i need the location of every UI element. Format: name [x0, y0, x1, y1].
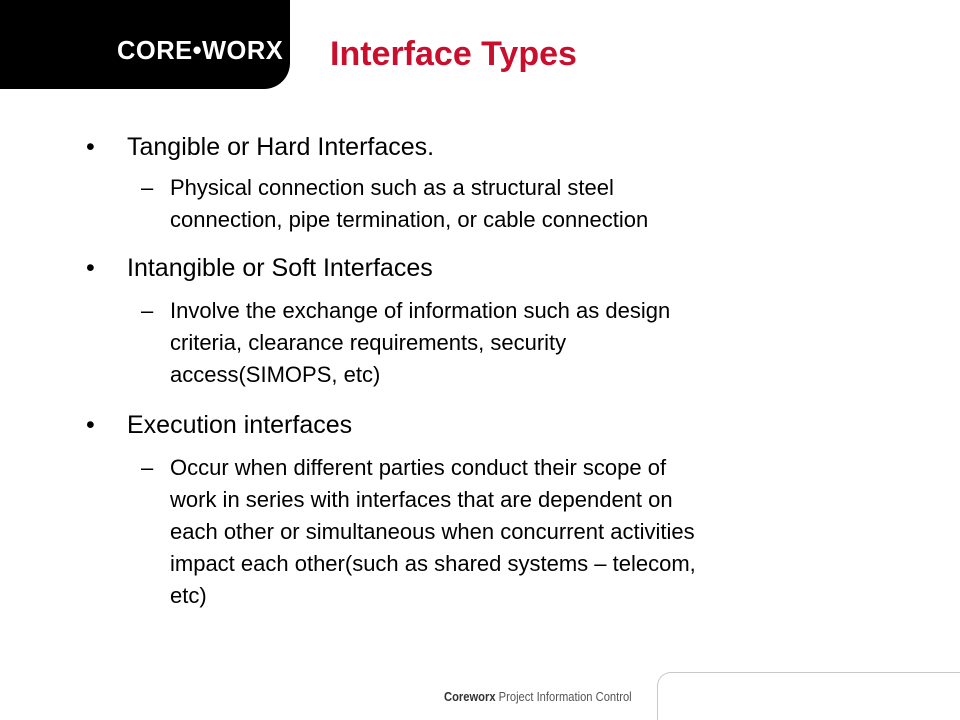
sub-bullet-line: Physical connection such as a structural steel — [170, 175, 614, 200]
sub-bullet-dash: – — [141, 455, 154, 480]
footer-corner-rule — [657, 672, 960, 720]
sub-bullet-line: access(SIMOPS, etc) — [170, 362, 381, 387]
sub-bullet-dash: – — [141, 175, 154, 200]
sub-bullet-text — [170, 172, 870, 236]
sub-bullet-line: work in series with interfaces that are dependent on — [170, 487, 673, 512]
coreworx-logo: CORE•WORX — [117, 35, 284, 65]
bullet-glyph: • — [86, 411, 95, 439]
sub-bullet-line: Involve the exchange of information such as design — [170, 298, 671, 323]
sub-bullet-line: connection, pipe termination, or cable connection — [170, 207, 649, 232]
sub-bullet-line: Occur when different parties conduct their scope of — [170, 455, 667, 480]
bullet-text: Intangible or Soft Interfaces — [127, 254, 433, 282]
footer-branding — [444, 689, 632, 705]
sub-bullet-line: each other or simultaneous when concurrent activities — [170, 519, 695, 544]
sub-bullet-text — [170, 452, 870, 612]
bullet-text: Execution interfaces — [127, 411, 353, 439]
sub-bullet-dash: – — [141, 298, 154, 323]
footer-brand-name: Coreworx — [444, 689, 496, 704]
bullet-glyph: • — [86, 133, 95, 161]
footer-tagline: Project Information Control — [495, 689, 632, 704]
sub-bullet-line: etc) — [170, 583, 207, 608]
bullet-glyph: • — [86, 254, 95, 282]
sub-bullet-line: criteria, clearance requirements, security — [170, 330, 567, 355]
sub-bullet-line: impact each other(such as shared systems – telecom, — [170, 551, 696, 576]
slide-title: Interface Types — [330, 35, 577, 73]
bullet-text: Tangible or Hard Interfaces. — [127, 133, 435, 161]
sub-bullet-text — [170, 295, 870, 391]
